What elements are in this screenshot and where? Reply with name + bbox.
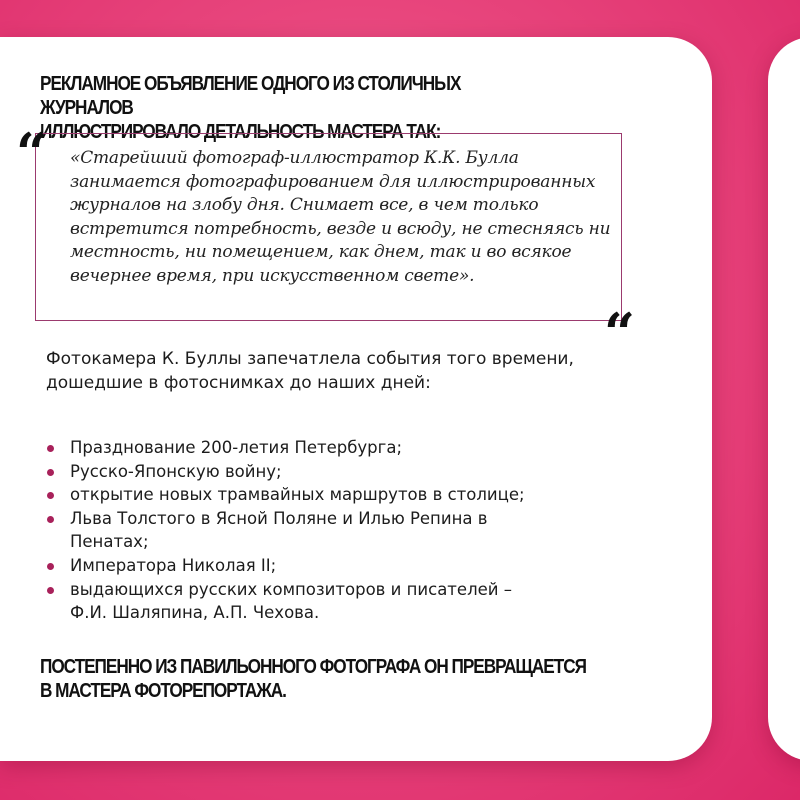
open-quote-icon: “ bbox=[16, 121, 48, 185]
list-item bbox=[46, 578, 666, 625]
bullet-icon bbox=[47, 563, 54, 570]
next-slide-card-edge bbox=[768, 37, 800, 761]
bullet-icon bbox=[47, 516, 54, 523]
events-list bbox=[46, 436, 666, 625]
list-item bbox=[46, 554, 666, 578]
bullet-icon bbox=[47, 445, 54, 452]
list-item-text: Празднование 200-летия Петербурга; bbox=[70, 438, 402, 457]
list-item bbox=[46, 483, 666, 507]
close-quote-icon: “ bbox=[604, 301, 636, 365]
list-item-text: открытие новых трамвайных маршрутов в столице; bbox=[70, 485, 525, 505]
bullet-icon bbox=[47, 492, 54, 499]
list-item-text: Императора Николая II; bbox=[70, 555, 277, 575]
bullet-icon bbox=[47, 587, 54, 594]
quote-text: «Старейший фотограф-иллюстратор К.К. Булла занимается фотографированием для иллюстрированных журналов на злобу дня. Снимает все, в чем только встретится потребность, везде и всюду, не стесняясь ни местность, ни помещением, как днем, так и во всякое вечернее время, при искусственном свете». bbox=[70, 148, 611, 286]
list-item-text: выдающихся русских композиторов и писателей – Ф.И. Шаляпина, А.П. Чехова. bbox=[70, 579, 512, 623]
list-item bbox=[46, 460, 666, 484]
list-item-text: Русско-Японскую войну; bbox=[70, 461, 282, 481]
heading-bottom: ПОСТЕПЕННО ИЗ ПАВИЛЬОННОГО ФОТОГРАФА ОН ПРЕВРАЩАЕТСЯ В МАСТЕРА ФОТОРЕПОРТАЖА. bbox=[40, 656, 586, 702]
list-item bbox=[46, 436, 666, 460]
list-item bbox=[46, 507, 666, 554]
bullet-icon bbox=[47, 469, 54, 476]
heading-top: РЕКЛАМНОЕ ОБЪЯВЛЕНИЕ ОДНОГО ИЗ СТОЛИЧНЫХ ЖУРНАЛОВ ИЛЛЮСТРИРОВАЛО ДЕТАЛЬНОСТЬ МАСТЕРА ТАК: bbox=[40, 73, 461, 143]
list-item-text: Льва Толстого в Ясной Поляне и Илью Репина в Пенатах; bbox=[70, 508, 488, 552]
intro-paragraph: Фотокамера К. Буллы запечатлела события того времени, дошедшие в фотоснимках до наших дней: bbox=[46, 349, 574, 393]
